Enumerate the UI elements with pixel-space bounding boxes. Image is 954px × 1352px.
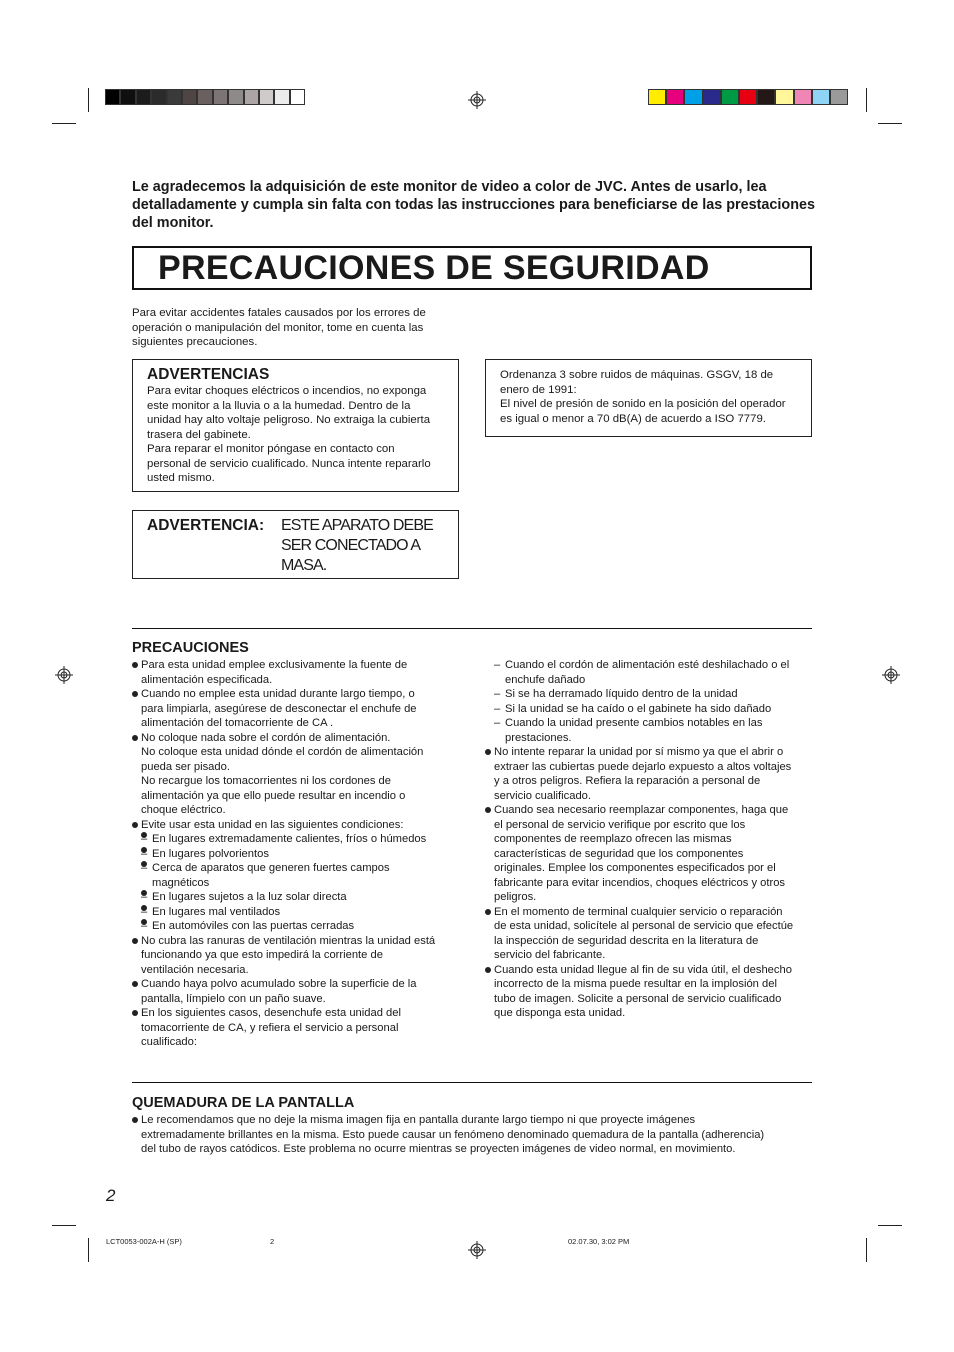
color-swatch	[739, 89, 757, 105]
advertencias-text: Para evitar choques eléctricos o incendios, no exponga este monitor a la lluvia o a la humedad. Dentro de la unidad hay alto voltaje peligroso. No extraiga la cubierta trasera del gabinete. Para reparar el monitor póngase en contacto con personal de servicio cualificado. Nunca intente repararlo usted mismo.	[147, 385, 431, 484]
precauciones-left-column	[132, 658, 462, 1050]
color-swatch	[120, 89, 135, 105]
color-swatch	[830, 89, 848, 105]
list-item: – Si la unidad se ha caído o el gabinete ha sido dañado	[485, 702, 815, 717]
list-item	[132, 818, 462, 934]
quemadura-heading: QUEMADURA DE LA PANTALLA	[132, 1095, 355, 1111]
title-box	[132, 246, 812, 290]
list-item: – En lugares extremadamente calientes, fríos o húmedos	[141, 832, 462, 847]
color-swatch	[648, 89, 666, 105]
quemadura-body	[132, 1113, 812, 1157]
color-swatch	[105, 89, 120, 105]
list-item: – En lugares mal ventilados	[141, 905, 462, 920]
registration-mark-icon	[55, 666, 73, 684]
color-swatch	[757, 89, 775, 105]
crop-mark	[52, 123, 76, 124]
list-item: – En lugares polvorientos	[141, 847, 462, 862]
color-swatch	[703, 89, 721, 105]
crop-mark	[88, 1238, 89, 1262]
precauciones-right-column	[485, 658, 815, 1021]
footer-page: 2	[270, 1237, 275, 1246]
list-item-text: Para esta unidad emplee exclusivamente la fuente de alimentación especificada.	[141, 659, 408, 686]
crop-mark	[88, 88, 89, 112]
crop-mark	[878, 1225, 902, 1226]
precauciones-heading: PRECAUCIONES	[132, 640, 249, 656]
list-item	[132, 934, 462, 978]
color-swatch	[244, 89, 259, 105]
preamble-text: Para evitar accidentes fatales causados por los errores de operación o manipulación del monitor, tome en cuenta las siguientes precauciones.	[132, 307, 426, 348]
ordenanza-text: Ordenanza 3 sobre ruidos de máquinas. GSGV, 18 de enero de 1991: El nivel de presión de sonido en la posición del operador es igual o menor a 70 dB(A) de acuerdo a ISO 7779.	[500, 369, 786, 425]
page-number: 2	[106, 1186, 116, 1205]
color-swatch	[684, 89, 702, 105]
precauciones-right-dash-list	[485, 658, 815, 745]
list-item	[132, 977, 462, 1006]
color-swatch	[213, 89, 228, 105]
color-swatch	[794, 89, 812, 105]
footer-code: LCT0053-002A-H (SP)	[106, 1237, 182, 1246]
footer-timestamp: 02.07.30, 3:02 PM	[568, 1237, 630, 1246]
crop-mark	[52, 1225, 76, 1226]
list-item: – En automóviles con las puertas cerradas	[141, 919, 462, 934]
sub-list	[141, 832, 462, 934]
list-item: – Si se ha derramado líquido dentro de la unidad	[485, 687, 815, 702]
ordenanza-box	[485, 359, 812, 437]
color-swatch	[151, 89, 166, 105]
list-item-text: Cuando haya polvo acumulado sobre la superficie de la pantalla, límpielo con un paño suave.	[141, 978, 417, 1005]
list-item	[132, 687, 462, 731]
color-swatch	[167, 89, 182, 105]
color-swatch	[274, 89, 289, 105]
color-swatch	[721, 89, 739, 105]
registration-mark-icon	[882, 666, 900, 684]
grounding-warning-text: ESTE APARATO DEBE SER CONECTADO A MASA.	[281, 517, 433, 574]
color-swatch	[775, 89, 793, 105]
list-item	[132, 658, 462, 687]
crop-mark	[866, 1238, 867, 1262]
list-item	[132, 1006, 462, 1050]
list-item: – Cerca de aparatos que generen fuertes campos magnéticos	[141, 861, 462, 890]
crop-mark	[866, 88, 867, 112]
list-item	[132, 731, 462, 818]
list-item-text: No cubra las ranuras de ventilación mientras la unidad está funcionando ya que esto impedirá la corriente de ventilación necesaria.	[141, 934, 436, 976]
list-item: – Cuando la unidad presente cambios notables en las prestaciones.	[485, 716, 815, 745]
color-swatch	[197, 89, 212, 105]
advertencias-box	[132, 359, 459, 492]
grounding-warning-box	[132, 510, 459, 579]
quemadura-text: Le recomendamos que no deje la misma imagen fija en pantalla durante largo tiempo ni que proyecte imágenes extremadamente brillantes en la misma. Esto puede causar un fenómeno denominado quemadura de la pantalla (adherencia) del tubo de rayos catódicos. Este problema no ocurre mientras se proyecten imágenes de video normal, en movimiento.	[132, 1113, 812, 1157]
list-item: En el momento de terminal cualquier servicio o reparación de esta unidad, solicítele al personal de servicio que efectúe la inspección de seguridad descrita en la literatura de servicio del fabricante.	[485, 905, 815, 963]
page-title: PRECAUCIONES DE SEGURIDAD	[158, 249, 710, 287]
color-swatch	[182, 89, 197, 105]
list-item-text: En los siguientes casos, desenchufe esta unidad del tomacorriente de CA, y refiera el servicio a personal cualificado:	[141, 1007, 401, 1048]
advertencias-heading: ADVERTENCIAS	[147, 366, 270, 383]
section-divider	[132, 628, 812, 629]
list-item-text: No coloque nada sobre el cordón de alimentación. No coloque esta unidad dónde el cordón de alimentación pueda ser pisado. No recargue los tomacorrientes ni los cordones de alimentación ya que ello puede resultar en incendio o choque eléctrico.	[141, 731, 424, 816]
list-item: – Cuando el cordón de alimentación esté deshilachado o el enchufe dañado	[485, 658, 815, 687]
list-item: No intente reparar la unidad por sí mismo ya que el abrir o extraer las cubiertas puede dejarlo expuesto a altos voltajes y a otros peligros. Refiera la reparación a personal de servicio cualificado.	[485, 745, 815, 803]
list-item: – En lugares sujetos a la luz solar directa	[141, 890, 462, 905]
color-swatch	[259, 89, 274, 105]
color-swatch	[228, 89, 243, 105]
registration-mark-icon	[468, 1241, 486, 1259]
list-item-text: Evite usar esta unidad en las siguientes condiciones:	[141, 818, 404, 831]
list-item: Cuando esta unidad llegue al fin de su vida útil, el deshecho incorrecto de la misma puede resultar en la implosión del tubo de imagen. Solicite a personal de servicio cualificado que disponga esta unidad.	[485, 963, 815, 1021]
color-swatch	[290, 89, 305, 105]
section-divider	[132, 1082, 812, 1083]
color-swatch	[666, 89, 684, 105]
list-item-text: Cuando no emplee esta unidad durante largo tiempo, o para limpiarla, asegúrese de desconectar el enchufe de alimentación del tomacorriente de CA .	[141, 688, 417, 729]
precauciones-right-list	[485, 745, 815, 1021]
intro-paragraph: Le agradecemos la adquisición de este monitor de video a color de JVC. Antes de usarlo, lea detalladamente y cumpla sin falta con todas las instrucciones para beneficiarse de las prestaciones del monitor.	[132, 179, 816, 231]
registration-mark-icon	[468, 91, 486, 109]
list-item: Cuando sea necesario reemplazar componentes, haga que el personal de servicio verifique por escrito que los componentes de reemplazo ofrecen las mismas características de seguridad que los componentes originales. Emplee los componentes especificados por el fabricante para evitar incendios, choques eléctricos y otros peligros.	[485, 803, 815, 905]
color-swatch	[136, 89, 151, 105]
grounding-warning-label: ADVERTENCIA:	[147, 517, 265, 534]
precauciones-left-list	[132, 658, 462, 1050]
crop-mark	[878, 123, 902, 124]
color-swatch	[812, 89, 830, 105]
